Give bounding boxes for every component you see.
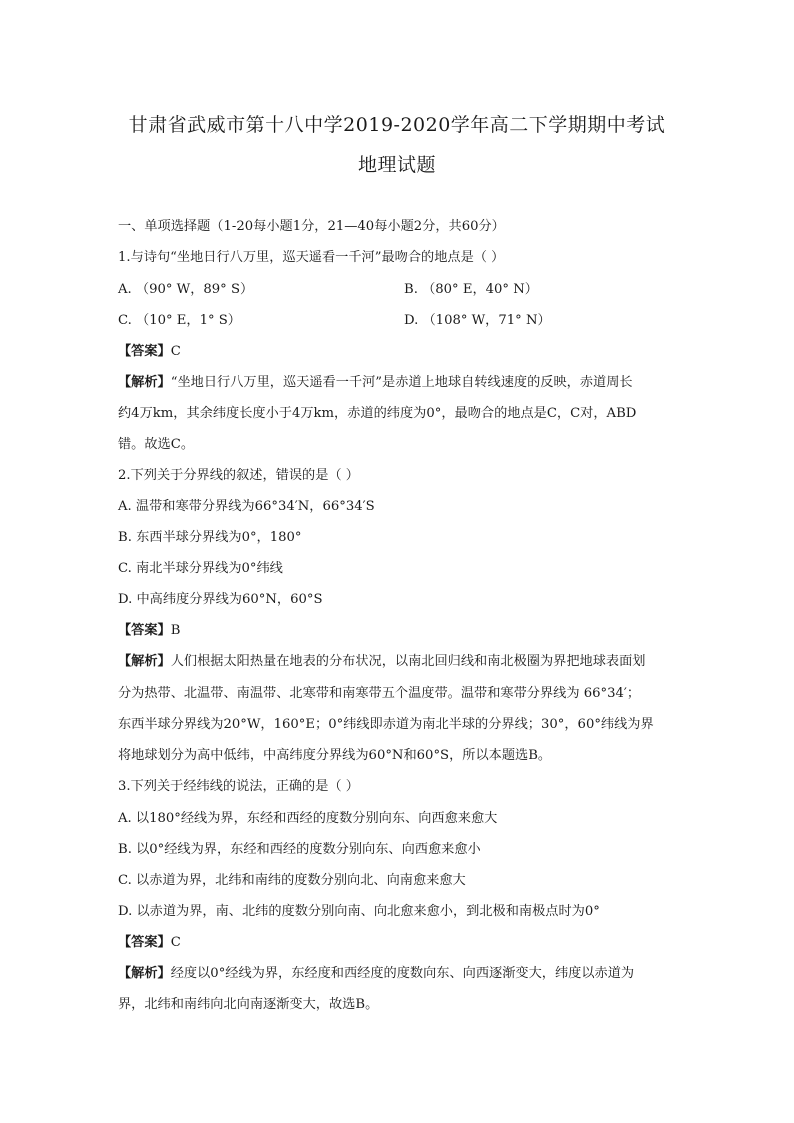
q2-explanation-line-3: 东西半球分界线为20°W，160°E；0°纬线即赤道为南北半球的分界线；30°，60°纬线为界 — [118, 717, 654, 732]
q1-explanation-line-2: 约4万km，其余纬度长度小于4万km，赤道的纬度为0°，最吻合的地点是C，C对，ABD — [118, 406, 637, 421]
q2-explanation-line-4: 将地球划分为高中低纬，中高纬度分界线为60°N和60°S，所以本题选B。 — [118, 748, 552, 763]
q2-explanation-line-2: 分为热带、北温带、南温带、北寒带和南寒带五个温度带。温带和寒带分界线为 66°34′； — [118, 686, 641, 701]
q2-option-a: A. 温带和寒带分界线为66°34′N，66°34′S — [118, 499, 375, 514]
q2-answer — [118, 621, 180, 641]
section-heading: 一、单项选择题（1-20每小题1分，21—40每小题2分，共60分） — [118, 219, 505, 234]
q3-option-c: C. 以赤道为界，北纬和南纬的度数分别向北、向南愈来愈大 — [118, 873, 466, 888]
q1-option-d: D. （108° W，71° N） — [404, 313, 551, 328]
q2-answer-label: 【答案】 — [118, 623, 171, 638]
q3-option-a: A. 以180°经线为界，东经和西经的度数分别向东、向西愈来愈大 — [118, 811, 498, 826]
q3-explain-text: 经度以0°经线为界，东经度和西经度的度数向东、向西逐渐变大，纬度以赤道为 — [170, 966, 635, 981]
q1-option-b: B. （80° E，40° N） — [404, 282, 538, 297]
q3-answer-value: C — [170, 935, 181, 950]
q2-option-b: B. 东西半球分界线为0°，180° — [118, 530, 302, 545]
q2-answer-value: B — [170, 623, 181, 638]
q1-answer — [118, 342, 181, 362]
q1-explain-label: 【解析】 — [118, 375, 171, 390]
q3-explanation-line-2: 界，北纬和南纬向北向南逐渐变大，故选B。 — [118, 997, 379, 1012]
q3-stem: 3.下列关于经纬线的说法，正确的是（ ） — [118, 779, 359, 794]
q3-option-b: B. 以0°经线为界，东经和西经的度数分别向东、向西愈来愈小 — [118, 842, 481, 857]
q2-explanation-line-1 — [118, 652, 646, 672]
q1-answer-label: 【答案】 — [118, 344, 171, 359]
q1-explanation-line-3: 错。故选C。 — [118, 437, 195, 452]
q3-option-d: D. 以赤道为界，南、北纬的度数分别向南、向北愈来愈小，到北极和南极点时为0° — [118, 904, 600, 919]
q2-stem: 2.下列关于分界线的叙述，错误的是（ ） — [118, 468, 359, 483]
q1-option-a: A. （90° W，89° S） — [118, 282, 254, 297]
q1-stem: 1.与诗句“坐地日行八万里，巡天遥看一千河”最吻合的地点是（ ） — [118, 250, 505, 265]
q2-option-d: D. 中高纬度分界线为60°N，60°S — [118, 592, 323, 607]
q3-answer-label: 【答案】 — [118, 935, 171, 950]
q1-explanation-line-1 — [118, 373, 633, 393]
q1-option-c: C. （10° E，1° S） — [118, 313, 241, 328]
q2-explain-text: 人们根据太阳热量在地表的分布状况，以南北回归线和南北极圈为界把地球表面划 — [170, 654, 646, 669]
document-title: 甘肃省武威市第十八中学2019-2020学年高二下学期期中考试 — [128, 114, 666, 136]
q3-explain-label: 【解析】 — [118, 966, 171, 981]
q1-explain-text: “坐地日行八万里，巡天遥看一千河”是赤道上地球自转线速度的反映，赤道周长 — [170, 375, 633, 390]
q1-answer-value: C — [170, 344, 181, 359]
q2-option-c: C. 南北半球分界线为0°纬线 — [118, 561, 283, 576]
q3-answer — [118, 933, 181, 953]
q3-explanation-line-1 — [118, 964, 634, 984]
document-subtitle: 地理试题 — [357, 154, 436, 176]
q2-explain-label: 【解析】 — [118, 654, 171, 669]
